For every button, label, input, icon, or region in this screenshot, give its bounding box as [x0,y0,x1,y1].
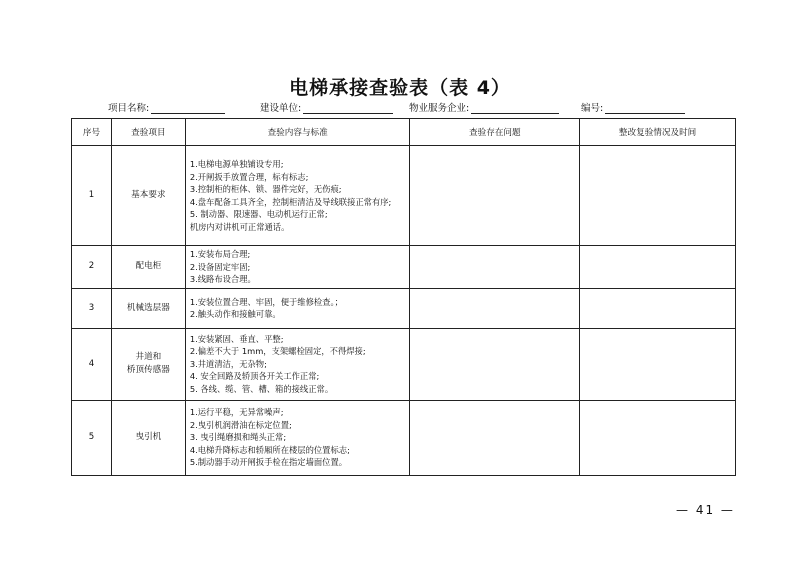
content-line: 机房内对讲机可正常通话。 [189,221,290,232]
header-content: 查验内容与标准 [185,119,410,146]
content-line: 3. 曳引绳磨损和绳头正常; [189,432,287,443]
table-row [72,400,736,475]
content-line: 5. 各线、缆、管、槽、箱的接线正常。 [189,383,334,394]
header-problems: 查验存在问题 [410,119,580,146]
row-no: 4 [72,328,112,400]
content-line: 1.安装布局合理; [189,249,251,259]
row-item: 机械选层器 [111,288,185,328]
table-row [72,328,736,400]
content-line: 4.盘车配备工具齐全，控制柜清洁及导线联接正常有序; [189,196,392,207]
row-rectification-cell[interactable] [580,288,736,328]
row-rectification-cell[interactable] [580,146,736,246]
content-line: 2.曳引机润滑油在标定位置; [189,419,292,430]
row-item: 配电柜 [111,246,185,289]
table-row [72,246,736,289]
row-content [185,328,410,400]
inspection-table [71,118,736,476]
serial-number-blank [605,103,685,114]
construction-unit-label: 建设单位: [260,103,302,114]
construction-unit-field [260,100,393,114]
content-line: 2.开闸扳手放置合理，标有标志; [189,171,309,182]
table-header-row [72,119,736,146]
property-company-label: 物业服务企业: [409,103,470,114]
serial-number-label: 编号: [581,103,604,114]
content-line: 1.运行平稳，无异常噪声; [189,407,284,418]
row-no: 5 [72,400,112,475]
table-row [72,146,736,246]
form-meta [108,100,698,116]
project-name-field [108,100,225,114]
row-item: 基本要求 [111,146,185,246]
row-content [185,146,410,246]
row-item [111,328,185,400]
row-no: 3 [72,288,112,328]
content-line: 4. 安全回路及轿顶各开关工作正常; [189,371,320,382]
row-rectification-cell[interactable] [580,400,736,475]
row-item: 曳引机 [111,400,185,475]
row-rectification-cell[interactable] [580,246,736,289]
content-line: 4.电梯升降标志和轿厢所在楼层的位置标志; [189,444,350,455]
row-content [185,400,410,475]
content-line: 5. 制动器、限速器、电动机运行正常; [189,209,328,219]
construction-unit-blank [303,103,393,114]
project-name-label: 项目名称: [108,103,150,114]
row-content [185,288,410,328]
content-line: 3.井道清洁，无杂物; [189,358,267,369]
content-line: 1.电梯电源单独铺设专用; [189,159,284,169]
content-line: 1.安装位置合理、牢固，便于维修检查。； [189,296,343,307]
content-line: 2.触头动作和接触可靠。 [189,309,281,319]
row-problems-cell[interactable] [410,246,580,289]
page-number: — 41 — [676,503,735,517]
row-problems-cell[interactable] [410,328,580,400]
property-company-field [409,100,559,114]
row-item-line: 桥顶传感器 [126,365,170,375]
row-content [185,246,410,289]
row-no: 1 [72,146,112,246]
header-item: 查验项目 [111,119,185,146]
content-line: 3.控制柜的柜体、锁、器件完好，无伤痕; [189,184,342,194]
content-line: 1.安装紧固、垂直、平整; [189,333,284,344]
row-item-line: 井道和 [135,352,162,362]
content-line: 3.线路布设合理。 [189,274,256,284]
content-line: 2.偏差不大于 1mm，支架螺栓固定，不得焊接; [189,346,366,357]
content-line: 5.制动器手动开闸扳手检在指定墙面位置。 [189,457,348,468]
row-problems-cell[interactable] [410,400,580,475]
header-no: 序号 [72,119,112,146]
row-problems-cell[interactable] [410,146,580,246]
property-company-blank [471,103,559,114]
table-row [72,288,736,328]
row-rectification-cell[interactable] [580,328,736,400]
header-rectification: 整改复验情况及时间 [580,119,736,146]
content-line: 2.设备固定牢固; [189,261,251,272]
row-no: 2 [72,246,112,289]
serial-number-field [581,100,685,114]
row-problems-cell[interactable] [410,288,580,328]
project-name-blank [151,103,225,114]
page-title: 电梯承接查验表（表 4） [289,77,511,99]
